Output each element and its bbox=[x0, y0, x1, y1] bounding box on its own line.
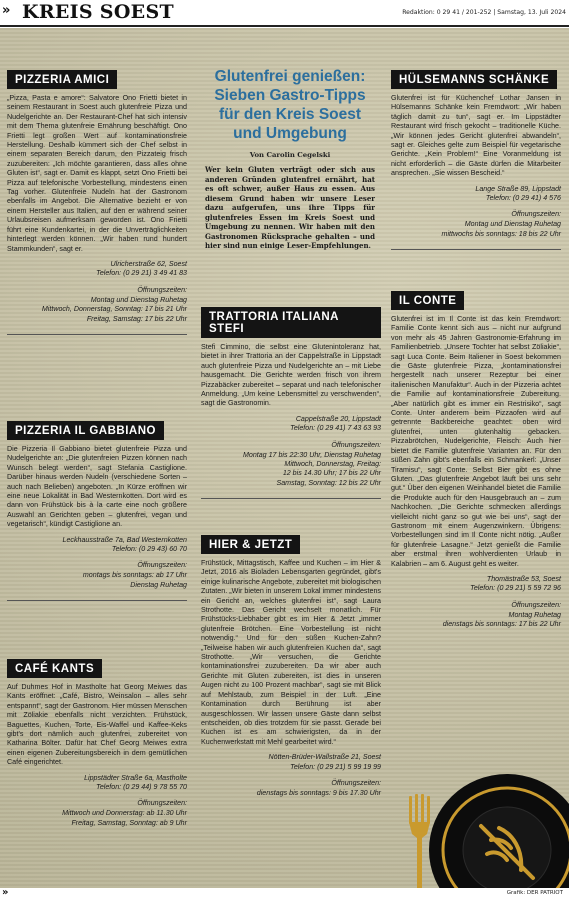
hours-heading: Öffnungszeiten: bbox=[137, 561, 187, 570]
article-lead: Wer kein Gluten verträgt oder sich aus anderen Gründen glutenfrei ernährt, hat es oft schwer, außer Haus zu essen. Aus diesem Grund haben wir unsere Leser dazu aufgerufen, uns ihre Tipps für glutenfreies Essen im Kreis Soest und Umgebung zu nennen. Wir haben mit den Gastronomen Rücksprache gehalten – und hier sind nun einige Leser-Empfehlungen. bbox=[205, 165, 375, 250]
section-kants bbox=[7, 657, 187, 828]
opening-hours: Mittwoch und Donnerstag: ab 11.30 Uhr Freitag, Samstag, Sonntag: ab 9 Uhr bbox=[62, 809, 187, 827]
header-rule bbox=[0, 25, 569, 27]
hours-heading: Öffnungszeiten: bbox=[137, 285, 187, 294]
opening-hours: Montag Ruhetag dienstags bis sonntags: 17 bis 22 Uhr bbox=[442, 610, 561, 629]
opening-hours: dienstags bis sonntags: 9 bis 17.30 Uhr bbox=[256, 788, 381, 797]
hours-heading: Öffnungszeiten: bbox=[511, 600, 561, 609]
section-text: „Pizza, Pasta e amore“: Salvatore Ono Frietti bietet in seinem Restaurant in Soest auch glutenfreie Pizza und Nudelgerichte an. Der Restaurant-Chef hat sich intensiv mit dem Thema glutenfreie Ernährung beschäftigt. Ono Frietti legt großen Wert auf kontaminationsfreie Herstellung. Deshalb kümmert sich der Chef selbst in einem separaten Bereich darum, den Pizzateig frisch zuzubereiten: „Ich möchte garantieren, dass alles ohne Gluten ist“, sagt er. Damit es klappt, setzt Ono Frietti bei Pizza auf telefonische Vorbestellung, mindestens einen Tag vorher. Glutenfreie Nudeln hat der Gastronom ebenfalls im Angebot. Die Alternative bezieht er von einem Hersteller aus Italien, auf den er während seiner Urlaubsreisen aufmerksam geworden ist. Ono Frietti führt eine Kundenkartei, in der die Unverträglichkeiten hinterlegt werden können. „Wir haben rund hundert Stammkunden“, sagt er. bbox=[7, 94, 187, 253]
section-address: Ulricherstraße 62, Soest Telefon: (0 29 21) 3 49 41 83 bbox=[96, 259, 187, 278]
section-title: PIZZERIA IL GABBIANO bbox=[7, 421, 164, 440]
page-header bbox=[0, 0, 569, 27]
section-address: Lange Straße 89, Lippstadt Telefon: (0 29 41) 4 576 bbox=[475, 184, 561, 203]
section-address: Nötten-Brüder-Wallstraße 21, Soest Telefon: (0 29 21) 5 99 19 99 bbox=[268, 753, 381, 771]
section-gabbiano bbox=[7, 419, 187, 601]
chevron-icon: » bbox=[2, 887, 9, 898]
article-byline: Von Carolin Cegelski bbox=[249, 151, 331, 159]
section-text: Stefi Cimmino, die selbst eine Glutenintoleranz hat, bietet in ihrer Trattoria an der Cappelstraße in Lippstadt auch glutenfreie Pizza und Nudelgerichte an – mit Liebe hausgemacht. Die Gerichte werden frisch von ihrem Pizzabäcker zubereitet – separat und nach telefonischer Anmeldung. „Um keine Lebensmittel zu verschwenden“, sagt die Gastronomin. bbox=[201, 343, 381, 408]
section-text: Die Pizzeria Il Gabbiano bietet glutenfreie Pizza und Nudelgerichte an: „Die glutenfreien Pizzen können nach Wunsch belegt werden“, sagt Stefania Castiglione. Darüber hinaus werden Nudeln (verschiedene Sorten – auch nach Belieben) angeboten. „In Kürze eröffnen wir eine neue Lokalität in Bad Westernkotten. Dort wird es dann von Frühstück bis à la carte eine noch größere Auswahl an Gerichten geben – glutenfrei, vegan und vegetarisch“, kündigt Castiglione an. bbox=[7, 445, 187, 529]
opening-hours: Montag 17 bis 22:30 Uhr, Dienstag Ruhetag Mittwoch, Donnerstag, Freitag: 12 bis 14.30 Uhr; 17 bis 22 Uhr Samstag, Sonntag: 12 bis 22 Uhr bbox=[242, 450, 381, 487]
fork-icon bbox=[409, 794, 430, 888]
section-hier-jetzt bbox=[201, 533, 381, 798]
section-text: Glutenfrei ist für Küchenchef Lothar Jansen in Hülsemanns Schänke kein Fremdwort: „Wir haben täglich damit zu tun“, sagt er. Im Lippstädter Restaurant wird frisch gekocht – traditionelle Küche. „Wir können jedes Gericht glutenfrei abwandeln“, sagt er. Gleiches gelte zum Beispiel für vegetarische Gerichte. „Kein Problem!“ Eine Voranmeldung ist nicht erforderlich – die Gäste dürfen die Mitarbeiter ansprechen. „Sie wissen Bescheid.“ bbox=[391, 94, 561, 178]
section-title: HÜLSEMANNS SCHÄNKE bbox=[391, 70, 557, 89]
hours-heading: Öffnungszeiten: bbox=[331, 440, 381, 449]
section-address: Leckhausstraße 7a, Bad Westernkotten Telefon: (0 29 43) 60 70 bbox=[62, 535, 187, 554]
opening-hours: Montag und Dienstag Ruhetag mittwochs bis sonntags: 18 bis 22 Uhr bbox=[441, 220, 561, 238]
hours-heading: Öffnungszeiten: bbox=[511, 210, 561, 219]
section-divider bbox=[201, 498, 381, 499]
hours-heading: Öffnungszeiten: bbox=[331, 778, 381, 787]
page-footer bbox=[0, 888, 569, 900]
section-text: Frühstück, Mittagstisch, Kaffee und Kuchen – im Hier & Jetzt, 2016 als Bioladen Lebensgarten gegründet, gibt's einige kulinarische Angebote, zubereitet mit biologischen Zutaten. „Wir bieten in unserem Lokal immer mindestens ein Gericht an, welches glutenfrei ist“, sagt Laura Strothotte. Das Gericht wechselt monatlich. Für Frühstücks-Liebhaber gibt es im Hier & Jetzt „immer glutenfreie Brötchen. Eine Vorbestellung ist nicht notwendig.“ Und für den süßen Kuchen-Zahn? „Teilweise haben wir auch glutenfreien Kuchen da“, sagt Strothotte. „Wir versuchen, die Gerichte kontaminationsfrei zuzubereiten. Da wir aber auch Gerichte mit Gluten zubereiten, ist dies in unseren Augen nicht zu 100 Prozent machbar“, sagt sie mit Blick auf Mehlstaub, zum Beispiel in der Luft. „Eine Kontamination durch Berührung ist aber ausgeschlossen. Wir lassen unsere Gäste dann selbst entscheiden, ob dies trotzdem für sie passt. Gerade bei Kuchen ist es am schwierigsten, da in der Kuchenwerkstatt mit Mehl gearbeitet wird.“ bbox=[201, 559, 381, 746]
section-address: Thomästraße 53, Soest Telefon: (0 29 21) 5 59 72 96 bbox=[470, 574, 561, 593]
article-board bbox=[0, 28, 569, 888]
section-title: IL CONTE bbox=[391, 291, 464, 310]
opening-hours: Montag und Dienstag Ruhetag Mittwoch, Donnerstag, Sonntag: 17 bis 21 Uhr Freitag, Samstag: 17 bis 22 Uhr bbox=[41, 295, 187, 323]
section-divider bbox=[391, 249, 561, 250]
hours-heading: Öffnungszeiten: bbox=[137, 799, 187, 808]
intro-box bbox=[205, 67, 375, 251]
section-stefi bbox=[201, 307, 381, 499]
gluten-free-plate-illustration bbox=[395, 728, 569, 888]
chevron-icon: » bbox=[2, 3, 11, 18]
section-title: PIZZERIA AMICI bbox=[7, 70, 117, 89]
section-title: CAFÉ KANTS bbox=[7, 659, 102, 678]
section-text: Glutenfrei ist im Il Conte ist das kein Fremdwort: Familie Conte kennt sich aus – nicht nur aufgrund von mehr als 45 Jahren Gastronomie-Erfahrung im Familienbetrieb. „Unsere Tochter hat selbst Zöliakie“, sagt Luca Conte. Beim Italiener in Soest bekommen die Gäste glutenfreie Pizza, „kontaminationsfrei hergestellt nach unserer Rezeptur bei einer italienischen Manufaktur“. Auch in der Pizzeria achtet die Familie auf kontaminationsfreie Zubereitung. „Aber natürlich gibt es immer ein Restrisiko“, sagt Conte. Unter anderem beim Pizzaofen wird auf getrennte Backbereiche geachtet: oben wird glutenfrei, unten glutenhaltig gebacken. Pizzabrötchen, Nudelgerichte, Fleisch: Auch hier bietet die Familie glutenfreie Varianten an. Für den süßen Zahn gibt's ebenfalls ein Schmankerl: „Unser Tiramisu“, sagt Conte. Selbst Bier gibt es ohne Gluten. „Das glutenfreie Angebot läuft bei uns sehr gut.“ Über den eigenen Weinhandel bietet die Familie die Produkte auch für den Hausgebrauch an – zum Nachkochen. „Die Gerichte schmecken allerdings vielleicht nicht ganz so gut wie bei uns“, sagt der Gastronom mit einem Augenzwinkern. Übrigens: Vorbestellungen sind im Il Conte nicht nötig. „Außer für glutenfreie Lasagne.“ Jetzt genießt die Familie aber erstmal ihren wohlverdienten Urlaub in Kalabrien – am 6. August geht es weiter. bbox=[391, 315, 561, 568]
section-il-conte bbox=[391, 289, 561, 630]
section-divider bbox=[7, 600, 187, 601]
section-text: Auf Duhmes Hof in Mastholte hat Georg Meiwes das Kants eröffnet: „Café, Bistro, Weinsalon – alles sehr entspannt“, sagt der Gastronom. Hier müssen Menschen mit Zöliakie ebenfalls nicht verzichten. Frühstück, Baguettes, Kuchen, Torte, Eis-Waffel und Kaffee-Keks gibt's dort nämlich auch glutenfrei, zubereitet von Katharina Bölter. Dafür hat Chef Georg Meiwes extra einen eigenen Zubereitungsbereich in dem gemütlichen Café eingerichtet. bbox=[7, 683, 187, 767]
section-address: Lippstädter Straße 6a, Mastholte Telefon: (0 29 44) 9 78 55 70 bbox=[84, 773, 187, 792]
page-title: KREIS SOEST bbox=[22, 1, 174, 23]
section-title: HIER & JETZT bbox=[201, 535, 300, 554]
section-amici bbox=[7, 68, 187, 335]
graphic-credit: Grafik: DER PATRIOT bbox=[506, 890, 563, 896]
section-address: Cappelstraße 20, Lippstadt Telefon: (0 29 41) 7 43 63 93 bbox=[290, 414, 381, 433]
section-title: TRATTORIA ITALIANA STEFI bbox=[201, 307, 381, 338]
opening-hours: montags bis sonntags: ab 17 Uhr Dienstag Ruhetag bbox=[82, 571, 187, 589]
section-huelsemann bbox=[391, 68, 561, 250]
issue-meta: Redaktion: 0 29 41 / 201-252 | Samstag, 13. Juli 2024 bbox=[402, 9, 566, 16]
article-headline: Glutenfrei genießen: Sieben Gastro-Tipps für den Kreis Soest und Umgebung bbox=[214, 68, 366, 142]
section-divider bbox=[7, 334, 187, 335]
